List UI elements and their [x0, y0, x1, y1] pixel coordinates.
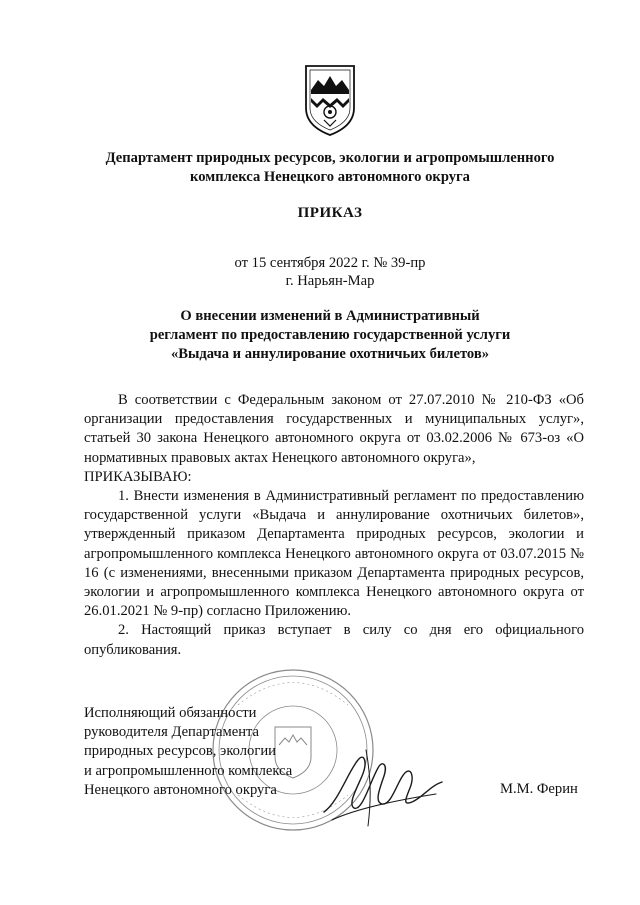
signatory-name: М.М. Ферин	[500, 781, 578, 797]
document-subject	[40, 307, 620, 364]
document-body	[84, 391, 584, 660]
document-type: ПРИКАЗ	[297, 205, 363, 221]
subject-line: «Выдача и аннулирование охотничьих билетов»	[170, 346, 490, 362]
document-city: г. Нарьян-Мар	[285, 273, 375, 289]
preamble-paragraph: В соответствии с Федеральным законом от 27.07.2010 № 210-ФЗ «Об организации предоставления государственных и муниципальных услуг», статьей 30 закона Ненецкого автономного округа от 03.02.2006 № 673-оз «О нормативных правовых актах Ненецкого автономного округа»,	[84, 392, 584, 466]
department-title	[40, 149, 620, 187]
signatory-position-line: и агропромышленного комплекса	[84, 762, 293, 779]
order-item-2: 2. Настоящий приказ вступает в силу со дня его официального опубликования.	[84, 622, 584, 658]
signatory-position	[84, 704, 292, 800]
signatory-position-line: руководителя Департамента	[84, 724, 260, 741]
signatory-position-line: Исполняющий обязанности	[84, 705, 257, 721]
coat-of-arms-icon	[302, 62, 358, 138]
document-date-number: от 15 сентября 2022 г. № 39-пр	[234, 255, 426, 271]
department-title-line: Департамент природных ресурсов, экологии и агропромышленного	[105, 150, 555, 166]
subject-line: О внесении изменений в Административный	[180, 308, 480, 324]
signatory-position-line: природных ресурсов, экологии	[84, 743, 276, 760]
handwritten-signature	[318, 742, 448, 832]
order-item-1: 1. Внести изменения в Административный регламент по предоставлению государственной услуги «Выдача и аннулирование охотничьих билетов», утвержденный приказом Департамента природных ресурсов, экологии и агропромышленного комплекса Ненецкого автономного округа от 03.07.2015 № 16 (с изменениями, внесенными приказом Департамента природных ресурсов, экологии и агропромышленного комплекса Ненецкого автономного округа от 26.01.2021 № 9-пр) согласно Приложению.	[84, 488, 584, 620]
order-word: ПРИКАЗЫВАЮ:	[84, 468, 192, 485]
department-title-line: комплекса Ненецкого автономного округа	[190, 169, 470, 185]
signatory-position-line: Ненецкого автономного округа	[84, 781, 277, 798]
subject-line: регламент по предоставлению государственной услуги	[149, 327, 511, 343]
